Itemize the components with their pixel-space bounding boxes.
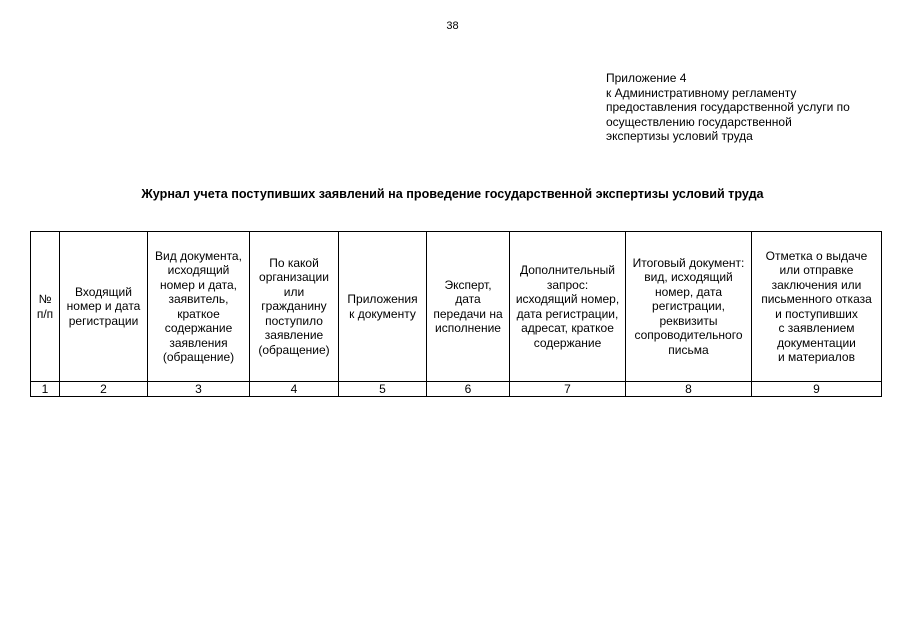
- appendix-line: экспертизы условий труда: [606, 129, 753, 144]
- column-number: 1: [31, 382, 60, 397]
- document-title: Журнал учета поступивших заявлений на проведение государственной экспертизы условий труда: [141, 187, 764, 201]
- header-cell-issue-mark: Отметка о выдаче или отправке заключения или письменного отказа и поступивших с заявлением документации и материалов: [752, 232, 882, 382]
- table-numbering-row: [31, 382, 882, 397]
- header-cell-organization: По какой организации или гражданину поступило заявление (обращение): [250, 232, 339, 382]
- page-number: 38: [446, 20, 459, 32]
- column-number: 7: [510, 382, 626, 397]
- header-cell-additional-request: Дополнительный запрос: исходящий номер, дата регистрации, адресат, краткое содержание: [510, 232, 626, 382]
- column-number: 8: [626, 382, 752, 397]
- column-number: 2: [60, 382, 148, 397]
- header-cell-attachments: Приложения к документу: [339, 232, 427, 382]
- column-number: 6: [427, 382, 510, 397]
- appendix-line: предоставления государственной услуги по: [606, 100, 850, 115]
- column-number: 3: [148, 382, 250, 397]
- column-number: 4: [250, 382, 339, 397]
- header-cell-document-type: Вид документа, исходящий номер и дата, заявитель, краткое содержание заявления (обращение): [148, 232, 250, 382]
- appendix-line: осуществлению государственной: [606, 114, 792, 129]
- column-number: 5: [339, 382, 427, 397]
- header-cell-number: № п/п: [31, 232, 60, 382]
- appendix-block: [606, 71, 850, 144]
- header-cell-incoming: Входящий номер и дата регистрации: [60, 232, 148, 382]
- column-number: 9: [752, 382, 882, 397]
- journal-table: [30, 231, 882, 397]
- appendix-line: Приложение 4: [606, 71, 687, 85]
- appendix-line: к Административному регламенту: [606, 85, 797, 100]
- header-cell-final-document: Итоговый документ: вид, исходящий номер, дата регистрации, реквизиты сопроводительного письма: [626, 232, 752, 382]
- table-header-row: [31, 232, 882, 382]
- header-cell-expert: Эксперт, дата передачи на исполнение: [427, 232, 510, 382]
